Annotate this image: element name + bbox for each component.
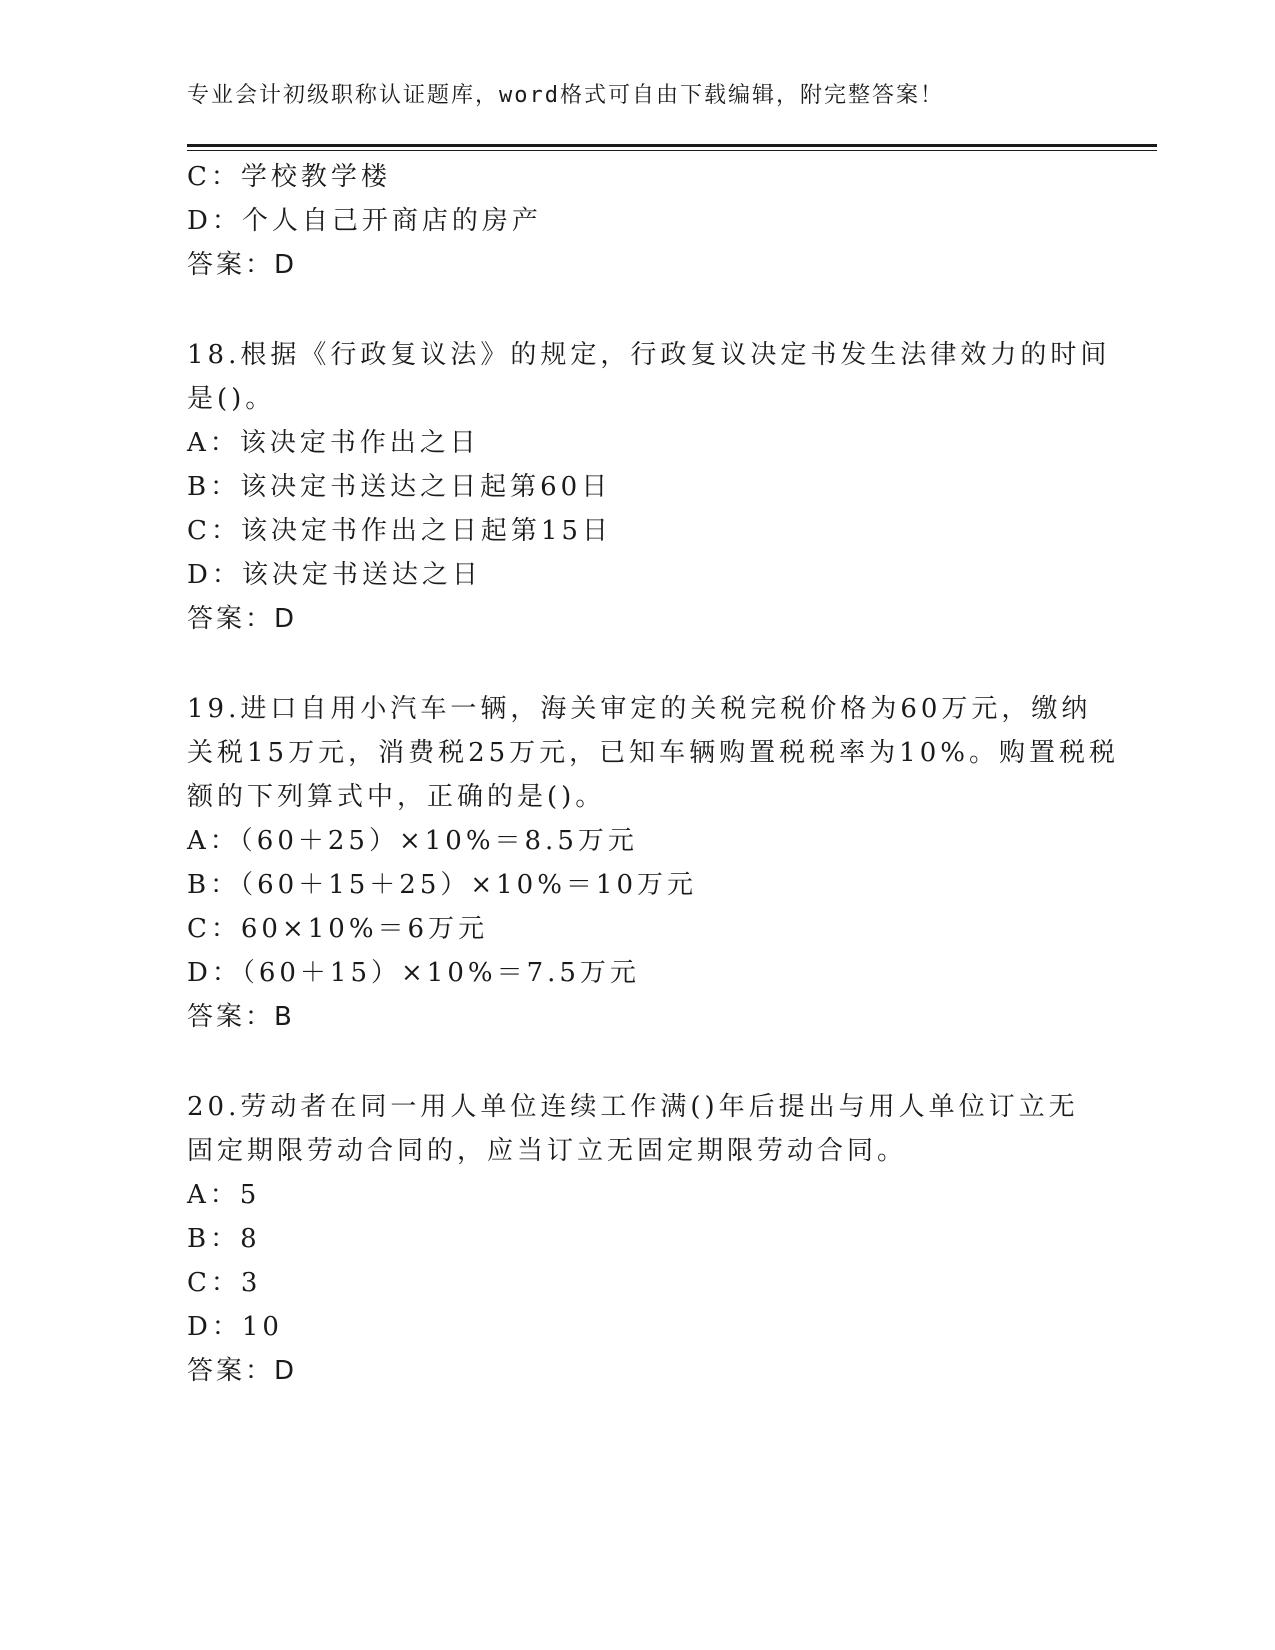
q18-stem-line1: 18.根据《行政复议法》的规定，行政复议决定书发生法律效力的时间 [187, 340, 1111, 370]
q18-option-d: D：该决定书送达之日 [187, 560, 482, 590]
q19-option-a: A：（60＋25）×10%＝8.5万元 [187, 826, 638, 856]
header-rule-thin [187, 150, 1157, 151]
q19-option-b: B：（60＋15＋25）×10%＝10万元 [187, 870, 698, 900]
q18-option-c: C：该决定书作出之日起第15日 [187, 516, 612, 546]
q18-stem-line2: 是()。 [187, 384, 276, 414]
q19-answer: 答案：B [187, 1002, 295, 1032]
q20-stem-line2: 固定期限劳动合同的，应当订立无固定期限劳动合同。 [187, 1136, 908, 1166]
q18-option-a: A：该决定书作出之日 [187, 428, 480, 458]
q19-option-c: C：60×10%＝6万元 [187, 914, 489, 944]
q20-option-a: A：5 [187, 1180, 261, 1210]
q17-option-d: D：个人自己开商店的房产 [187, 206, 542, 236]
q19-stem-line1: 19.进口自用小汽车一辆，海关审定的关税完税价格为60万元，缴纳 [187, 694, 1092, 724]
q20-option-b: B：8 [187, 1224, 261, 1254]
page-header: 专业会计初级职称认证题库，word格式可自由下载编辑，附完整答案！ [187, 83, 944, 108]
q19-stem-line3: 额的下列算式中，正确的是()。 [187, 782, 606, 812]
q20-stem-line1: 20.劳动者在同一用人单位连续工作满()年后提出与用人单位订立无 [187, 1092, 1079, 1122]
header-rule-thick [187, 144, 1157, 147]
q20-answer: 答案：D [187, 1356, 298, 1386]
q20-option-d: D：10 [187, 1312, 283, 1342]
q17-option-c: C：学校教学楼 [187, 162, 391, 192]
q17-answer: 答案：D [187, 250, 298, 280]
q20-option-c: C：3 [187, 1268, 262, 1298]
q18-answer: 答案：D [187, 604, 298, 634]
q19-option-d: D：（60＋15）×10%＝7.5万元 [187, 958, 640, 988]
q18-option-b: B：该决定书送达之日起第60日 [187, 472, 612, 502]
q19-stem-line2: 关税15万元，消费税25万元，已知车辆购置税税率为10%。购置税税 [187, 738, 1119, 768]
